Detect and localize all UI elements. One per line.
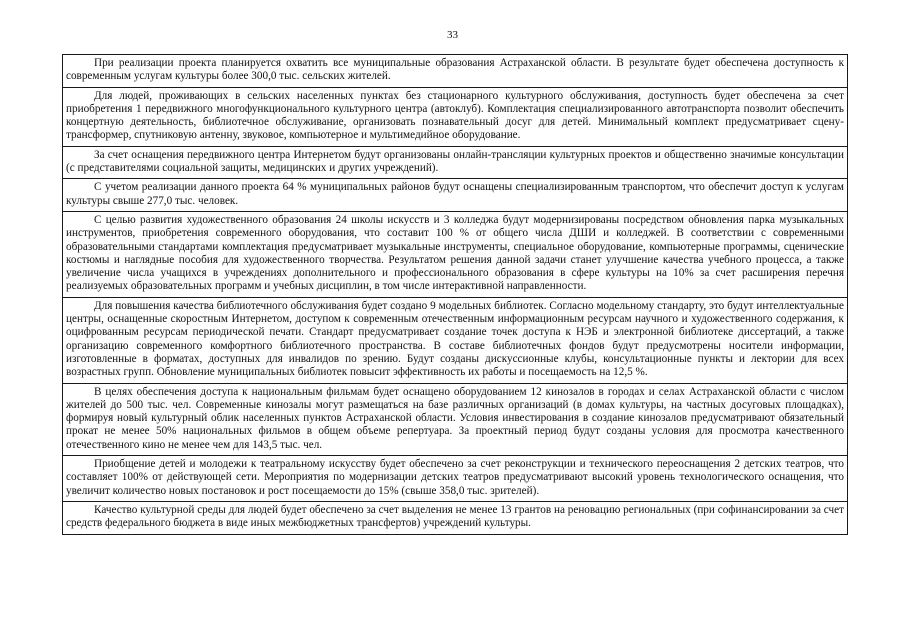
paragraph-autoclub: Для людей, проживающих в сельских населенных пунктах без стационарного культурного обслуживания, доступность будет обеспечена за счет приобретения 1 передвижного многофункционального культурного центра (автоклуб). Комплектация специализированного автотранспорта позволит обеспечить концертную деятельность, библиотечное обслуживание, организовать познавательный досуг для детей. Минимальный комплект предусматривает сцену-трансформер, спутниковую антенну, звуковое, компьютерное и мультимедийное оборудование. xyxy=(63,87,847,146)
paragraph-internet-broadcasts: За счет оснащения передвижного центра Интернетом будут организованы онлайн-трансляции культурных проектов и общественно значимые консультации (с представителями социальной защиты, медицинских и других учреждений). xyxy=(63,146,847,179)
paragraph-transport: С учетом реализации данного проекта 64 % муниципальных районов будут оснащены специализированным транспортом, что обеспечит доступ к услугам культуры свыше 277,0 тыс. человек. xyxy=(63,178,847,211)
paragraph-model-libraries: Для повышения качества библиотечного обслуживания будет создано 9 модельных библиотек. Согласно модельному стандарту, это будут интеллектуальные центры, оснащенные скоростным Интернетом, доступом к современным отечественным информационным ресурсам научного и художественного содержания, к оцифрованным ресурсам периодической печати. Стандарт предусматривает создание точек доступа к НЭБ и электронной библиотеке диссертаций, а также организацию современного комфортного библиотечного пространства. В составе библиотечных фондов будут предусмотрены носители информации, изготовленные в форматах, доступных для инвалидов по зрению. Будут созданы дискуссионные клубы, консультационные пункты и лектории для всех возрастных групп. Обновление муниципальных библиотек повысит эффективность их работы и посещаемость на 12,5 %. xyxy=(63,297,847,383)
paragraph-art-education: С целью развития художественного образования 24 школы искусств и 3 колледжа будут модернизированы посредством обновления парка музыкальных инструментов, приобретения современного оборудования, что составит 100 % от общего числа ДШИ и колледжей. В соответствии с современными образовательными стандартами комплектация предусматривает музыкальные инструменты, специальное оборудование, компьютерные программы, сценические костюмы и наглядные пособия для художественного творчества. Результатом решения данной задачи станет улучшение качества учебного процесса, а также увеличение числа учащихся в учреждениях дополнительного и профессионального образования в сфере культуры на 10% за счет расширения перечня реализуемых образовательных программ и учебных дисциплин, в том числе интерактивной направленности. xyxy=(63,211,847,297)
paragraph-children-theatres: Приобщение детей и молодежи к театральному искусству будет обеспечено за счет реконструкции и технического переоснащения 2 детских театров, что составляет 100% от действующей сети. Мероприятия по модернизации детских театров предусматривают высокий уровень технологического оснащения, что увеличит количество новых постановок и рост посещаемости до 15% (свыше 358,0 тыс. зрителей). xyxy=(63,455,847,501)
text-frame xyxy=(62,54,848,535)
paragraph-coverage: При реализации проекта планируется охватить все муниципальные образования Астраханской области. В результате будет обеспечена доступность к современным услугам культуры более 300,0 тыс. сельских жителей. xyxy=(66,57,844,83)
paragraph-cinemas: В целях обеспечения доступа к национальным фильмам будет оснащено оборудованием 12 кинозалов в городах и селах Астраханской области с числом жителей до 500 тыс. чел. Современные кинозалы могут размещаться на базе различных организаций (в домах культуры, на частных досуговых площадках), формируя новый культурный облик населенных пунктов Астраханской области. Условия инвестирования в создание кинозалов предусматривают обязательный прокат не менее 50% национальных фильмов в общем объеме репертуара. За проектный период будут созданы условия для просмотра качественного отечественного кино не менее чем для 143,5 тыс. чел. xyxy=(63,383,847,455)
paragraph-grants: Качество культурной среды для людей будет обеспечено за счет выделения не менее 13 грантов на реновацию региональных (при софинансировании за счет средств федерального бюджета в виде иных межбюджетных трансфертов) учреждений культуры. xyxy=(63,501,847,534)
page-number: 33 xyxy=(447,29,458,41)
